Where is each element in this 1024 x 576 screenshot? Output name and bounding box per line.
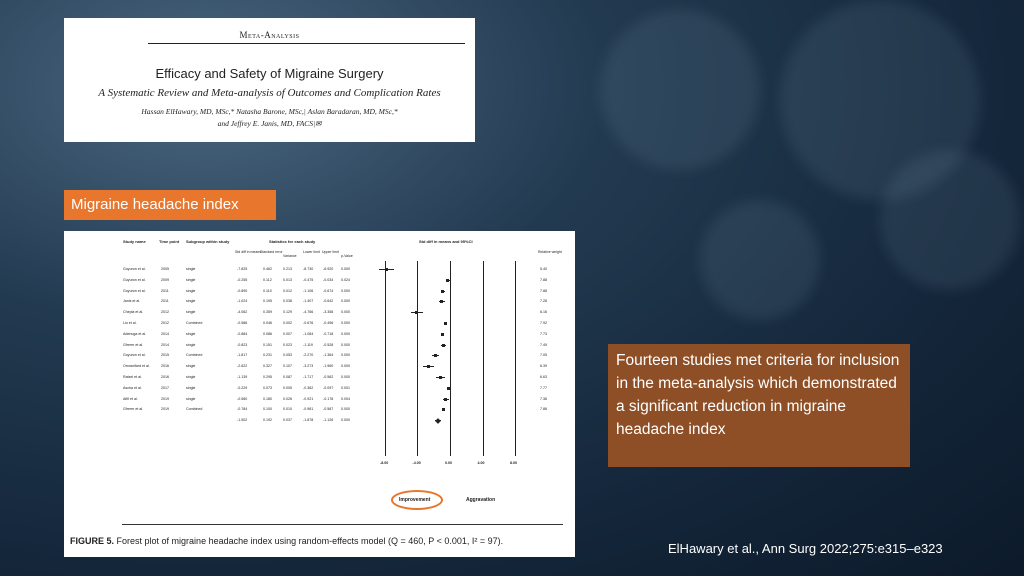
- row-6-lower-limit: -1.084: [303, 331, 314, 336]
- row-8-std-diff: -1.817: [237, 353, 248, 358]
- row-6-relative-weight: 7.73: [540, 331, 547, 336]
- row-0-lower-limit: -8.730: [303, 267, 314, 271]
- row-11-std-error: 0.073: [263, 385, 272, 390]
- row-9-upper-limit: -1.960: [323, 364, 334, 369]
- row-9-time-point: 2016: [161, 364, 169, 369]
- row-1-relative-weight: 7.88: [540, 277, 547, 282]
- row-14-upper-limit: -1.126: [323, 418, 334, 423]
- axis-line-0: [450, 261, 451, 456]
- row-8-lower-limit: -2.270: [303, 353, 314, 358]
- row-7-study-name: Gfrerer et al.: [123, 342, 144, 347]
- row-12-time-point: 2019: [161, 396, 169, 401]
- axis-tick-4: 8.00: [510, 461, 517, 465]
- header-rule: [148, 43, 465, 44]
- row-10-p-value: 0.000: [341, 375, 350, 379]
- row-6-time-point: 2014: [161, 331, 169, 336]
- row-13-study-name: Gfrerer et al.: [123, 407, 144, 412]
- row-1-study-name: Guyuron et al.: [123, 277, 146, 282]
- row-13-time-point: 2019: [161, 407, 169, 412]
- row-13-std-error: 0.100: [263, 407, 272, 412]
- row-10-std-error: 0.295: [263, 375, 272, 379]
- row-3-std-error: 0.195: [263, 299, 272, 304]
- section-tag: Migraine headache index: [64, 190, 276, 220]
- row-5-std-diff: -0.586: [237, 321, 248, 325]
- forest-plot-figure: [64, 231, 575, 557]
- effect-marker-5: [444, 322, 447, 325]
- axis-tick-2: 0.00: [445, 461, 452, 465]
- row-0-p-value: 0.000: [341, 267, 350, 271]
- caption-rule: [122, 524, 563, 525]
- row-12-std-error: 0.180: [263, 396, 272, 401]
- row-3-subgroup: single: [186, 299, 196, 304]
- row-0-time-point: 2005: [161, 267, 169, 271]
- row-8-upper-limit: -1.364: [323, 353, 334, 358]
- effect-marker-11: [447, 387, 450, 390]
- row-0-relative-weight: 5.40: [540, 267, 547, 271]
- effect-marker-2: [441, 290, 444, 293]
- row-0-variance: 0.213: [283, 267, 292, 271]
- effect-marker-10: [439, 376, 442, 379]
- col-time-point: Time point: [159, 239, 180, 244]
- row-4-lower-limit: -4.766: [303, 310, 314, 315]
- row-13-subgroup: Combined: [186, 407, 203, 412]
- col-std-diff: Std diff in means: [235, 250, 262, 254]
- row-5-relative-weight: 7.92: [540, 321, 547, 325]
- row-13-upper-limit: -0.587: [323, 407, 334, 412]
- row-10-subgroup: single: [186, 375, 196, 379]
- row-4-time-point: 2012: [161, 310, 169, 315]
- row-11-upper-limit: -0.097: [323, 385, 334, 390]
- row-7-upper-limit: -0.528: [323, 342, 334, 347]
- row-6-p-value: 0.000: [341, 331, 350, 336]
- col-subgroup: Subgroup within study: [186, 239, 230, 244]
- row-14-std-error: 0.192: [263, 418, 272, 423]
- paper-subtitle: A Systematic Review and Meta-analysis of Outcomes and Complication Rates: [98, 87, 441, 99]
- row-2-subgroup: single: [186, 288, 196, 293]
- row-11-study-name: Ascha et al.: [123, 385, 142, 390]
- row-5-lower-limit: -0.676: [303, 321, 314, 325]
- row-4-study-name: Chepla et al.: [123, 310, 144, 315]
- row-3-p-value: 0.000: [341, 299, 350, 304]
- row-5-std-error: 0.046: [263, 321, 272, 325]
- row-11-lower-limit: -0.362: [303, 385, 314, 390]
- row-5-p-value: 0.000: [341, 321, 350, 325]
- row-8-subgroup: Combined: [186, 353, 203, 358]
- row-12-std-diff: -0.560: [237, 396, 248, 401]
- row-8-time-point: 2015: [161, 353, 169, 358]
- effect-marker-6: [441, 333, 444, 336]
- row-11-p-value: 0.001: [341, 385, 350, 390]
- improvement-label: Improvement: [399, 497, 431, 503]
- row-9-subgroup: single: [186, 364, 196, 369]
- row-4-upper-limit: -3.358: [323, 310, 334, 315]
- aggravation-label: Aggravation: [466, 497, 496, 503]
- row-2-variance: 0.012: [283, 288, 292, 293]
- effect-marker-7: [442, 344, 445, 347]
- row-12-lower-limit: -0.921: [303, 396, 314, 401]
- row-11-variance: 0.005: [283, 385, 292, 390]
- row-2-p-value: 0.000: [341, 288, 350, 293]
- row-2-study-name: Guyuron et al.: [123, 288, 146, 293]
- row-0-subgroup: single: [186, 267, 196, 271]
- row-6-study-name: Adenuga et al.: [123, 331, 147, 336]
- col-upper: Upper limit: [322, 250, 339, 254]
- row-2-upper-limit: -0.674: [323, 288, 334, 293]
- row-6-subgroup: single: [186, 331, 196, 336]
- axis-line--8: [385, 261, 386, 456]
- effect-marker-9: [427, 365, 430, 368]
- row-9-std-diff: -2.622: [237, 364, 248, 369]
- col-plot: Std diff in means and 95%CI: [419, 239, 473, 244]
- row-0-upper-limit: -6.920: [323, 267, 334, 271]
- row-10-variance: 0.087: [283, 375, 292, 379]
- row-13-relative-weight: 7.86: [540, 407, 547, 412]
- row-10-upper-limit: -0.562: [323, 375, 334, 379]
- row-6-std-error: 0.086: [263, 331, 272, 336]
- row-2-lower-limit: -1.106: [303, 288, 314, 293]
- row-4-p-value: 0.000: [341, 310, 350, 315]
- col-lower: Lower limit: [303, 250, 320, 254]
- row-3-upper-limit: -0.642: [323, 299, 334, 304]
- row-7-relative-weight: 7.49: [540, 342, 547, 347]
- row-4-std-diff: -4.062: [237, 310, 248, 315]
- row-6-variance: 0.007: [283, 331, 292, 336]
- row-9-relative-weight: 6.39: [540, 364, 547, 369]
- row-0-std-diff: -7.825: [237, 267, 248, 271]
- row-11-relative-weight: 7.77: [540, 385, 547, 390]
- row-4-subgroup: single: [186, 310, 196, 315]
- row-1-subgroup: single: [186, 277, 196, 282]
- row-6-std-diff: -0.884: [237, 331, 248, 336]
- row-5-variance: 0.002: [283, 321, 292, 325]
- section-label: Meta-Analysis: [239, 30, 300, 40]
- col-std-error: Standard error: [260, 250, 283, 254]
- row-0-std-error: 0.462: [263, 267, 272, 271]
- row-14-variance: 0.037: [283, 418, 292, 423]
- row-3-study-name: Janis et al.: [123, 299, 141, 304]
- axis-tick-1: -4.00: [412, 461, 421, 465]
- effect-marker-1: [446, 279, 449, 282]
- axis-line-4: [483, 261, 484, 456]
- figure-caption: [70, 536, 503, 546]
- authors-line-2: and Jeffrey E. Janis, MD, FACS|✉: [217, 119, 322, 128]
- row-9-std-error: 0.327: [263, 364, 272, 369]
- row-1-std-diff: -0.255: [237, 277, 248, 282]
- row-12-subgroup: single: [186, 396, 196, 401]
- col-weight: Relative weight: [538, 250, 562, 254]
- row-12-study-name: Afifi et al.: [123, 396, 138, 401]
- row-0-study-name: Guyuron et al.: [123, 267, 146, 271]
- axis-tick-0: -8.00: [380, 461, 389, 465]
- col-stats: Statistics for each study: [269, 239, 316, 244]
- row-2-time-point: 2011: [161, 288, 169, 293]
- row-10-lower-limit: -1.717: [303, 375, 314, 379]
- row-10-time-point: 2016: [161, 375, 169, 379]
- row-9-lower-limit: -3.273: [303, 364, 314, 369]
- row-1-lower-limit: -0.475: [303, 277, 314, 282]
- effect-marker-12: [444, 398, 447, 401]
- row-3-lower-limit: -1.407: [303, 299, 314, 304]
- row-11-std-diff: -0.229: [237, 385, 248, 390]
- row-7-subgroup: single: [186, 342, 196, 347]
- axis-tick-3: 4.00: [477, 461, 485, 465]
- row-1-std-error: 0.112: [263, 277, 272, 282]
- row-2-std-error: 0.110: [263, 288, 272, 293]
- row-9-variance: 0.107: [283, 364, 292, 369]
- row-12-p-value: 0.004: [341, 396, 350, 401]
- row-13-p-value: 0.000: [341, 407, 350, 412]
- row-7-std-error: 0.151: [263, 342, 272, 347]
- effect-marker-4: [415, 311, 418, 314]
- col-variance: Variance: [283, 254, 297, 258]
- row-9-p-value: 0.000: [341, 364, 350, 369]
- col-study-name: Study name: [123, 239, 146, 244]
- row-7-std-diff: -0.823: [237, 342, 248, 347]
- row-5-upper-limit: -0.496: [323, 321, 334, 325]
- row-11-time-point: 2017: [161, 385, 169, 390]
- row-8-relative-weight: 7.05: [540, 353, 547, 358]
- row-10-std-diff: -1.139: [237, 375, 248, 379]
- row-8-p-value: 0.000: [341, 353, 350, 358]
- row-5-time-point: 2012: [161, 321, 169, 325]
- row-13-variance: 0.010: [283, 407, 292, 412]
- row-8-variance: 0.053: [283, 353, 292, 358]
- row-10-relative-weight: 6.63: [540, 375, 547, 379]
- effect-marker-13: [442, 408, 445, 411]
- row-12-variance: 0.026: [283, 396, 292, 401]
- row-4-relative-weight: 6.16: [540, 310, 547, 315]
- row-4-variance: 0.129: [283, 310, 292, 315]
- axis-line-8: [515, 261, 516, 456]
- row-14-std-diff: -1.502: [237, 418, 248, 423]
- row-11-subgroup: single: [186, 385, 196, 390]
- citation: ElHawary et al., Ann Surg 2022;275:e315–e323: [668, 541, 943, 556]
- row-13-lower-limit: -0.981: [303, 407, 314, 412]
- row-1-upper-limit: -0.034: [323, 277, 334, 282]
- row-7-lower-limit: -1.119: [303, 342, 313, 347]
- row-14-p-value: 0.000: [341, 418, 350, 423]
- row-2-std-diff: -0.890: [237, 288, 248, 293]
- effect-marker-8: [434, 354, 437, 357]
- row-3-std-diff: -1.024: [237, 299, 248, 304]
- summary-box: Fourteen studies met criteria for inclusion in the meta-analysis which demonstrated a significant reduction in migraine headache index: [608, 344, 910, 467]
- row-7-p-value: 0.000: [341, 342, 350, 347]
- row-14-lower-limit: -1.878: [303, 418, 314, 423]
- caption-text: Forest plot of migraine headache index using random-effects model (Q = 460, P < 0.001, I² = 97).: [116, 536, 504, 546]
- row-1-time-point: 2009: [161, 277, 169, 282]
- paper-header-image: [64, 18, 475, 142]
- row-4-std-error: 0.359: [263, 310, 272, 315]
- row-8-study-name: Guyuron et al.: [123, 353, 146, 358]
- row-1-p-value: 0.024: [341, 277, 350, 282]
- row-3-relative-weight: 7.28: [540, 299, 547, 304]
- row-6-upper-limit: -0.718: [323, 331, 334, 336]
- row-7-variance: 0.023: [283, 342, 292, 347]
- row-12-relative-weight: 7.36: [540, 396, 547, 401]
- row-13-std-diff: -0.784: [237, 407, 248, 412]
- axis-line--4: [417, 261, 418, 456]
- row-12-upper-limit: -0.178: [323, 396, 334, 401]
- row-3-variance: 0.038: [283, 299, 292, 304]
- row-7-time-point: 2014: [161, 342, 169, 347]
- row-9-study-name: Omranifard et al.: [123, 364, 150, 369]
- row-1-variance: 0.013: [283, 277, 292, 282]
- row-10-study-name: Ratzel et al.: [123, 375, 142, 379]
- effect-marker-0: [385, 268, 388, 271]
- col-pvalue: p-Value: [341, 254, 353, 258]
- paper-title: Efficacy and Safety of Migraine Surgery: [155, 66, 384, 81]
- row-5-study-name: Liu et al.: [123, 321, 137, 325]
- row-5-subgroup: Combined: [186, 321, 203, 325]
- caption-label: FIGURE 5.: [70, 536, 115, 546]
- authors-line-1: Hassan ElHawary, MD, MSc,* Natasha Barone, MSc,| Aslan Baradaran, MD, MSc,*: [141, 107, 398, 116]
- row-2-relative-weight: 7.88: [540, 288, 547, 293]
- row-3-time-point: 2011: [161, 299, 169, 304]
- row-8-std-error: 0.231: [263, 353, 272, 358]
- effect-marker-3: [440, 300, 443, 303]
